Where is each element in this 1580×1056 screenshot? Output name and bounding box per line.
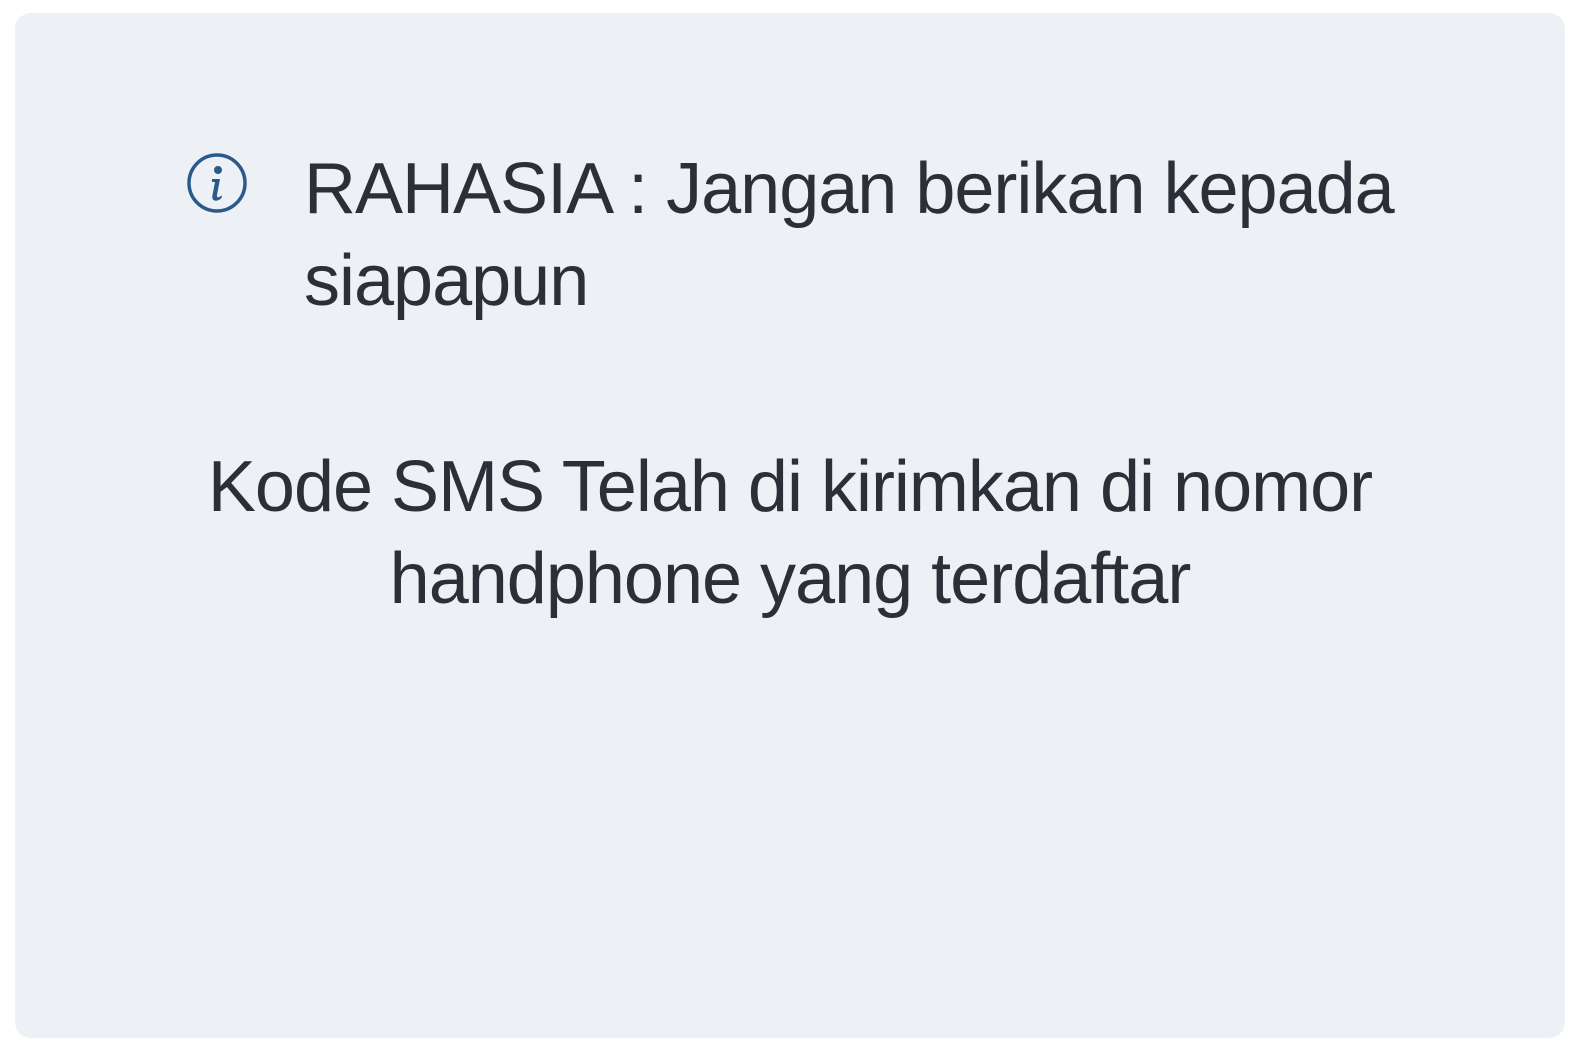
sms-verification-card (15, 13, 1565, 1038)
notice-text: RAHASIA : Jangan berikan kepada siapapun (304, 149, 1394, 321)
info-icon (185, 151, 249, 215)
confidential-notice (185, 143, 1465, 327)
sms-sent-message: Kode SMS Telah di kirimkan di nomor handphone yang terdaftar (207, 447, 1373, 619)
